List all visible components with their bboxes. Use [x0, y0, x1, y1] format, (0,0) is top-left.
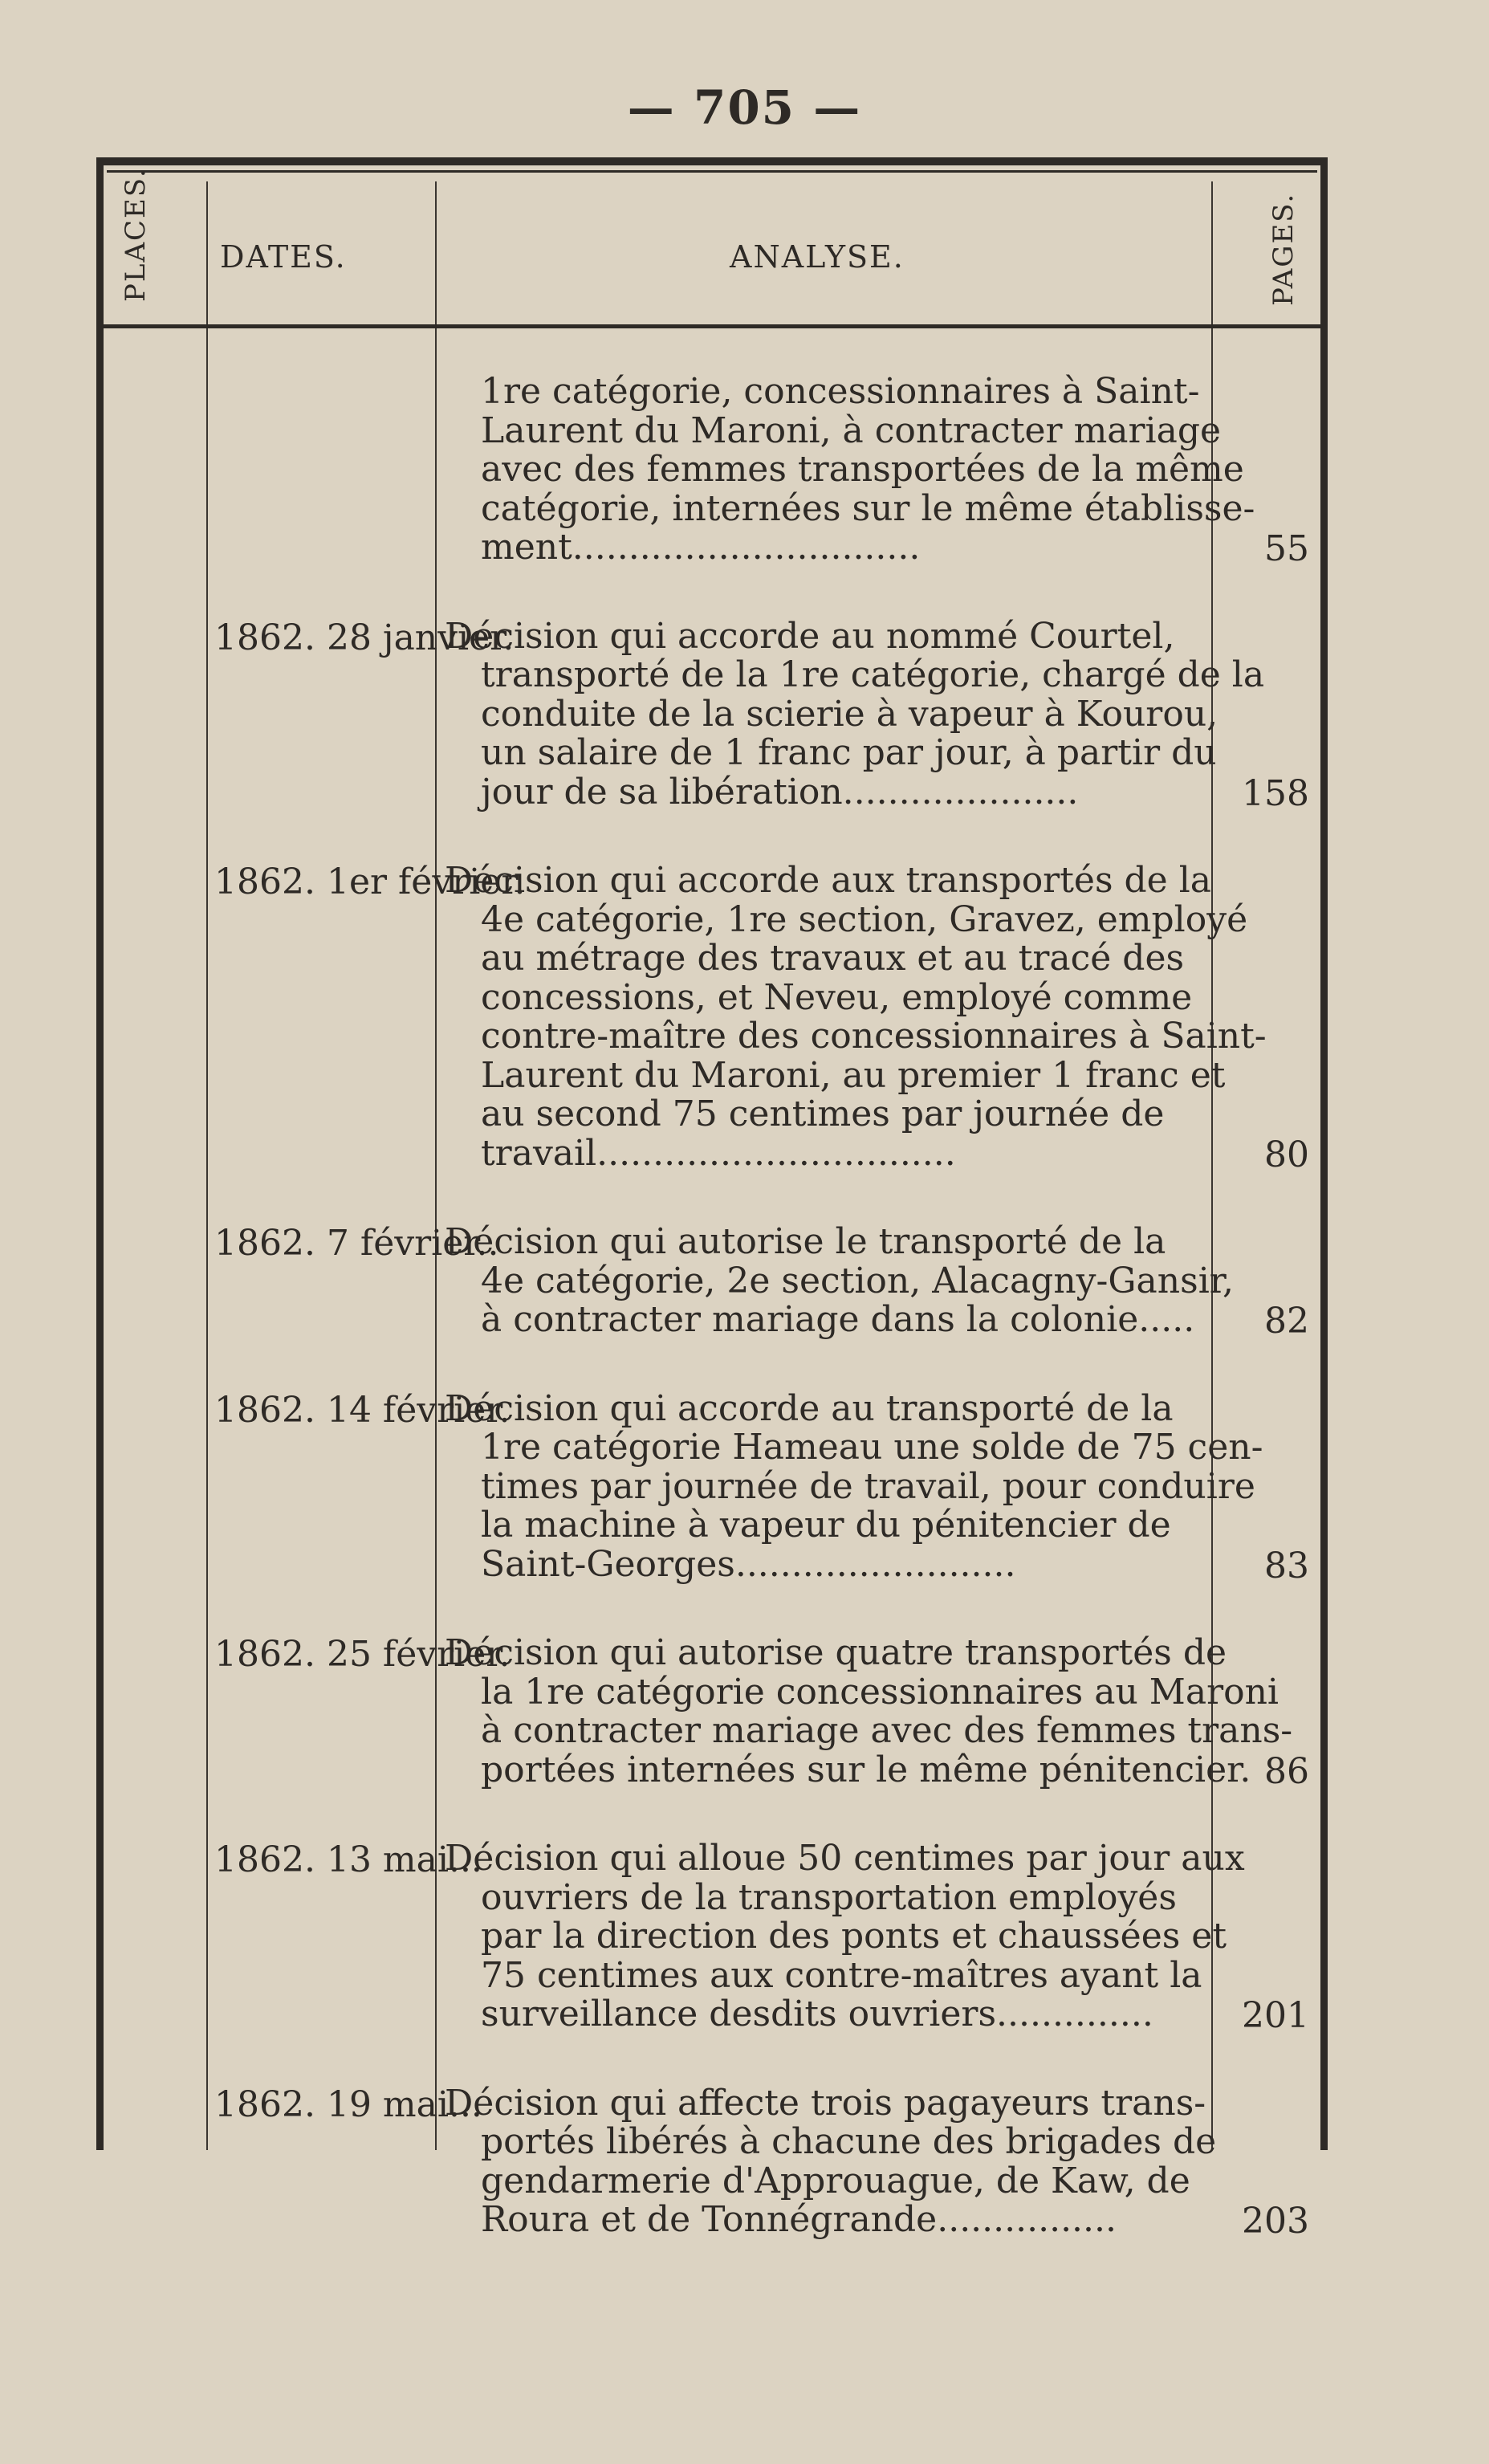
entry-date: 1862. 19 mai...: [214, 2083, 482, 2125]
analysis-line: catégorie, internées sur le même établisse-: [481, 487, 1255, 529]
analysis-line: 1re catégorie Hameau une solde de 75 cen-: [481, 1427, 1263, 1468]
entry-page-ref: 83: [1264, 1545, 1309, 1586]
entry-date: 1862. 28 janvier.: [214, 617, 515, 658]
column-rule-places: [206, 181, 208, 2150]
entry-analysis: [445, 1221, 1234, 1340]
page-number: — 705 —: [627, 80, 862, 135]
entry-page-ref: 203: [1242, 2201, 1309, 2242]
analysis-line: 4e catégorie, 1re section, Gravez, employé: [481, 898, 1248, 940]
analysis-line: Roura et de Tonnégrande................: [481, 2199, 1117, 2240]
entry-page-ref: 80: [1264, 1134, 1309, 1175]
analysis-line: Décision qui accorde au nommé Courtel,: [445, 615, 1175, 657]
analysis-line: Saint-Georges.........................: [481, 1543, 1016, 1585]
analysis-line: 1re catégorie, concessionnaires à Saint-: [481, 371, 1200, 412]
entry-page-ref: 82: [1264, 1301, 1309, 1342]
analysis-line: portées internées sur le même pénitencier.: [481, 1749, 1251, 1790]
entry-analysis: [445, 1387, 1263, 1585]
analysis-line: concessions, et Neveu, employé comme: [481, 976, 1193, 1018]
analysis-line: Décision qui alloue 50 centimes par jour aux: [445, 1838, 1245, 1879]
analysis-line: Décision qui autorise le transporté de la: [445, 1221, 1166, 1262]
analysis-line: avec des femmes transportées de la même: [481, 449, 1244, 490]
header-places: PLACES.: [120, 167, 152, 302]
entry-page-ref: 201: [1242, 1995, 1309, 2036]
entry-date: 1862. 25 février.: [214, 1634, 511, 1675]
analysis-line: Laurent du Maroni, à contracter mariage: [481, 409, 1222, 451]
entry-page-ref: 86: [1264, 1750, 1309, 1792]
analysis-line: portés libérés à chacune des brigades de: [481, 2121, 1217, 2162]
analysis-line: travail................................: [481, 1132, 956, 1174]
analysis-line: conduite de la scierie à vapeur à Kourou,: [481, 693, 1218, 735]
entry-date: 1862. 14 février.: [214, 1389, 511, 1431]
entry-date: 1862. 7 février..: [214, 1223, 499, 1264]
analysis-line: à contracter mariage dans la colonie.....: [481, 1299, 1195, 1340]
header-rule: [104, 324, 1320, 328]
entry-analysis: [445, 2082, 1217, 2240]
entry-analysis: [445, 1838, 1245, 2034]
entry-date: 1862. 1er février.: [214, 861, 526, 902]
analysis-line: au métrage des travaux et au tracé des: [481, 938, 1185, 979]
entry-date: 1862. 13 mai...: [214, 1839, 482, 1880]
analysis-line: Décision qui accorde au transporté de la: [445, 1387, 1174, 1429]
analysis-line: surveillance desdits ouvriers..............: [481, 1994, 1153, 2034]
analysis-line: contre-maître des concessionnaires à Saint-: [481, 1016, 1267, 1057]
header-analyse: ANALYSE.: [730, 239, 905, 275]
analysis-line: 75 centimes aux contre-maîtres ayant la: [481, 1954, 1202, 1996]
header-pages: PAGES.: [1267, 192, 1300, 306]
analysis-line: Décision qui affecte trois pagayeurs trans-: [445, 2082, 1206, 2124]
register-table: [96, 157, 1328, 2242]
entry-page-ref: 158: [1242, 772, 1309, 814]
header-dates: DATES.: [220, 239, 347, 275]
entry-analysis: [445, 860, 1267, 1174]
entry-analysis: [445, 615, 1265, 813]
analysis-line: ment...............................: [481, 527, 921, 568]
analysis-line: un salaire de 1 franc par jour, à partir du: [481, 732, 1217, 773]
analysis-line: Décision qui autorise quatre transportés de: [445, 1632, 1227, 1673]
analysis-line: gendarmerie d'Approuague, de Kaw, de: [481, 2160, 1190, 2201]
analysis-line: par la direction des ponts et chaussées et: [481, 1916, 1227, 1957]
analysis-line: 4e catégorie, 2e section, Alacagny-Gansir,: [481, 1260, 1234, 1301]
analysis-line: ouvriers de la transportation employés: [481, 1876, 1177, 1918]
analysis-line: au second 75 centimes par journée de: [481, 1094, 1165, 1134]
analysis-line: à contracter mariage avec des femmes trans-: [481, 1710, 1293, 1751]
analysis-line: Laurent du Maroni, au premier 1 franc et: [481, 1054, 1226, 1096]
entry-analysis: [445, 371, 1255, 568]
analysis-line: Décision qui accorde aux transportés de la: [445, 860, 1212, 901]
analysis-line: la 1re catégorie concessionnaires au Maroni: [481, 1671, 1279, 1713]
analysis-line: times par journée de travail, pour conduire: [481, 1465, 1255, 1507]
analysis-line: la machine à vapeur du pénitencier de: [481, 1505, 1171, 1546]
analysis-line: transporté de la 1re catégorie, chargé de la: [481, 654, 1265, 695]
entry-page-ref: 55: [1264, 528, 1309, 569]
analysis-line: jour de sa libération.....................: [481, 771, 1079, 813]
